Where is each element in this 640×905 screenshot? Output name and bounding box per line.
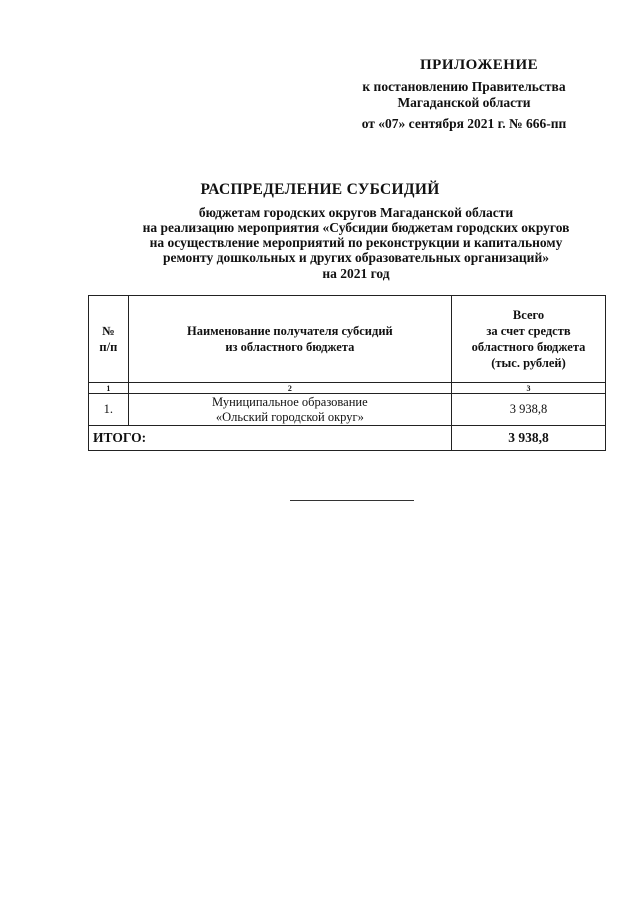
- total-label: ИТОГО:: [89, 426, 452, 451]
- document-title: РАСПРЕДЕЛЕНИЕ СУБСИДИЙ: [200, 181, 440, 198]
- subtitle-line-4: ремонту дошкольных и других образовательных организаций»: [163, 250, 549, 265]
- table-header-row: [89, 296, 606, 383]
- subsidy-table: [88, 295, 606, 451]
- header-number: № п/п: [89, 296, 129, 383]
- column-number-2: 2: [128, 383, 451, 394]
- header-recipient: Наименование получателя субсидий из областного бюджета: [128, 296, 451, 383]
- appendix-resolution-line: к постановлению Правительства: [362, 79, 566, 94]
- row-number: 1.: [89, 394, 129, 426]
- subtitle-line-2: на реализацию мероприятия «Субсидии бюджетам городских округов: [142, 220, 570, 235]
- table-row: [89, 394, 606, 426]
- total-row: [89, 426, 606, 451]
- column-number-3: 3: [452, 383, 606, 394]
- row-amount: 3 938,8: [452, 394, 606, 426]
- total-amount: 3 938,8: [452, 426, 606, 451]
- subtitle-line-3: на осуществление мероприятий по реконструкции и капитальному: [149, 235, 563, 250]
- subtitle-line-5: на 2021 год: [322, 266, 390, 281]
- row-recipient: Муниципальное образование «Ольский городской округ»: [128, 394, 451, 426]
- column-number-1: 1: [89, 383, 129, 394]
- closing-divider: [290, 500, 414, 501]
- subtitle-line-1: бюджетам городских округов Магаданской области: [198, 205, 514, 220]
- appendix-date-line: от «07» сентября 2021 г. № 666-пп: [361, 116, 567, 131]
- header-total: Всего за счет средств областного бюджета (тыс. рублей): [452, 296, 606, 383]
- appendix-region-line: Магаданской области: [397, 95, 531, 110]
- column-number-row: [89, 383, 606, 394]
- appendix-title: ПРИЛОЖЕНИЕ: [420, 57, 539, 73]
